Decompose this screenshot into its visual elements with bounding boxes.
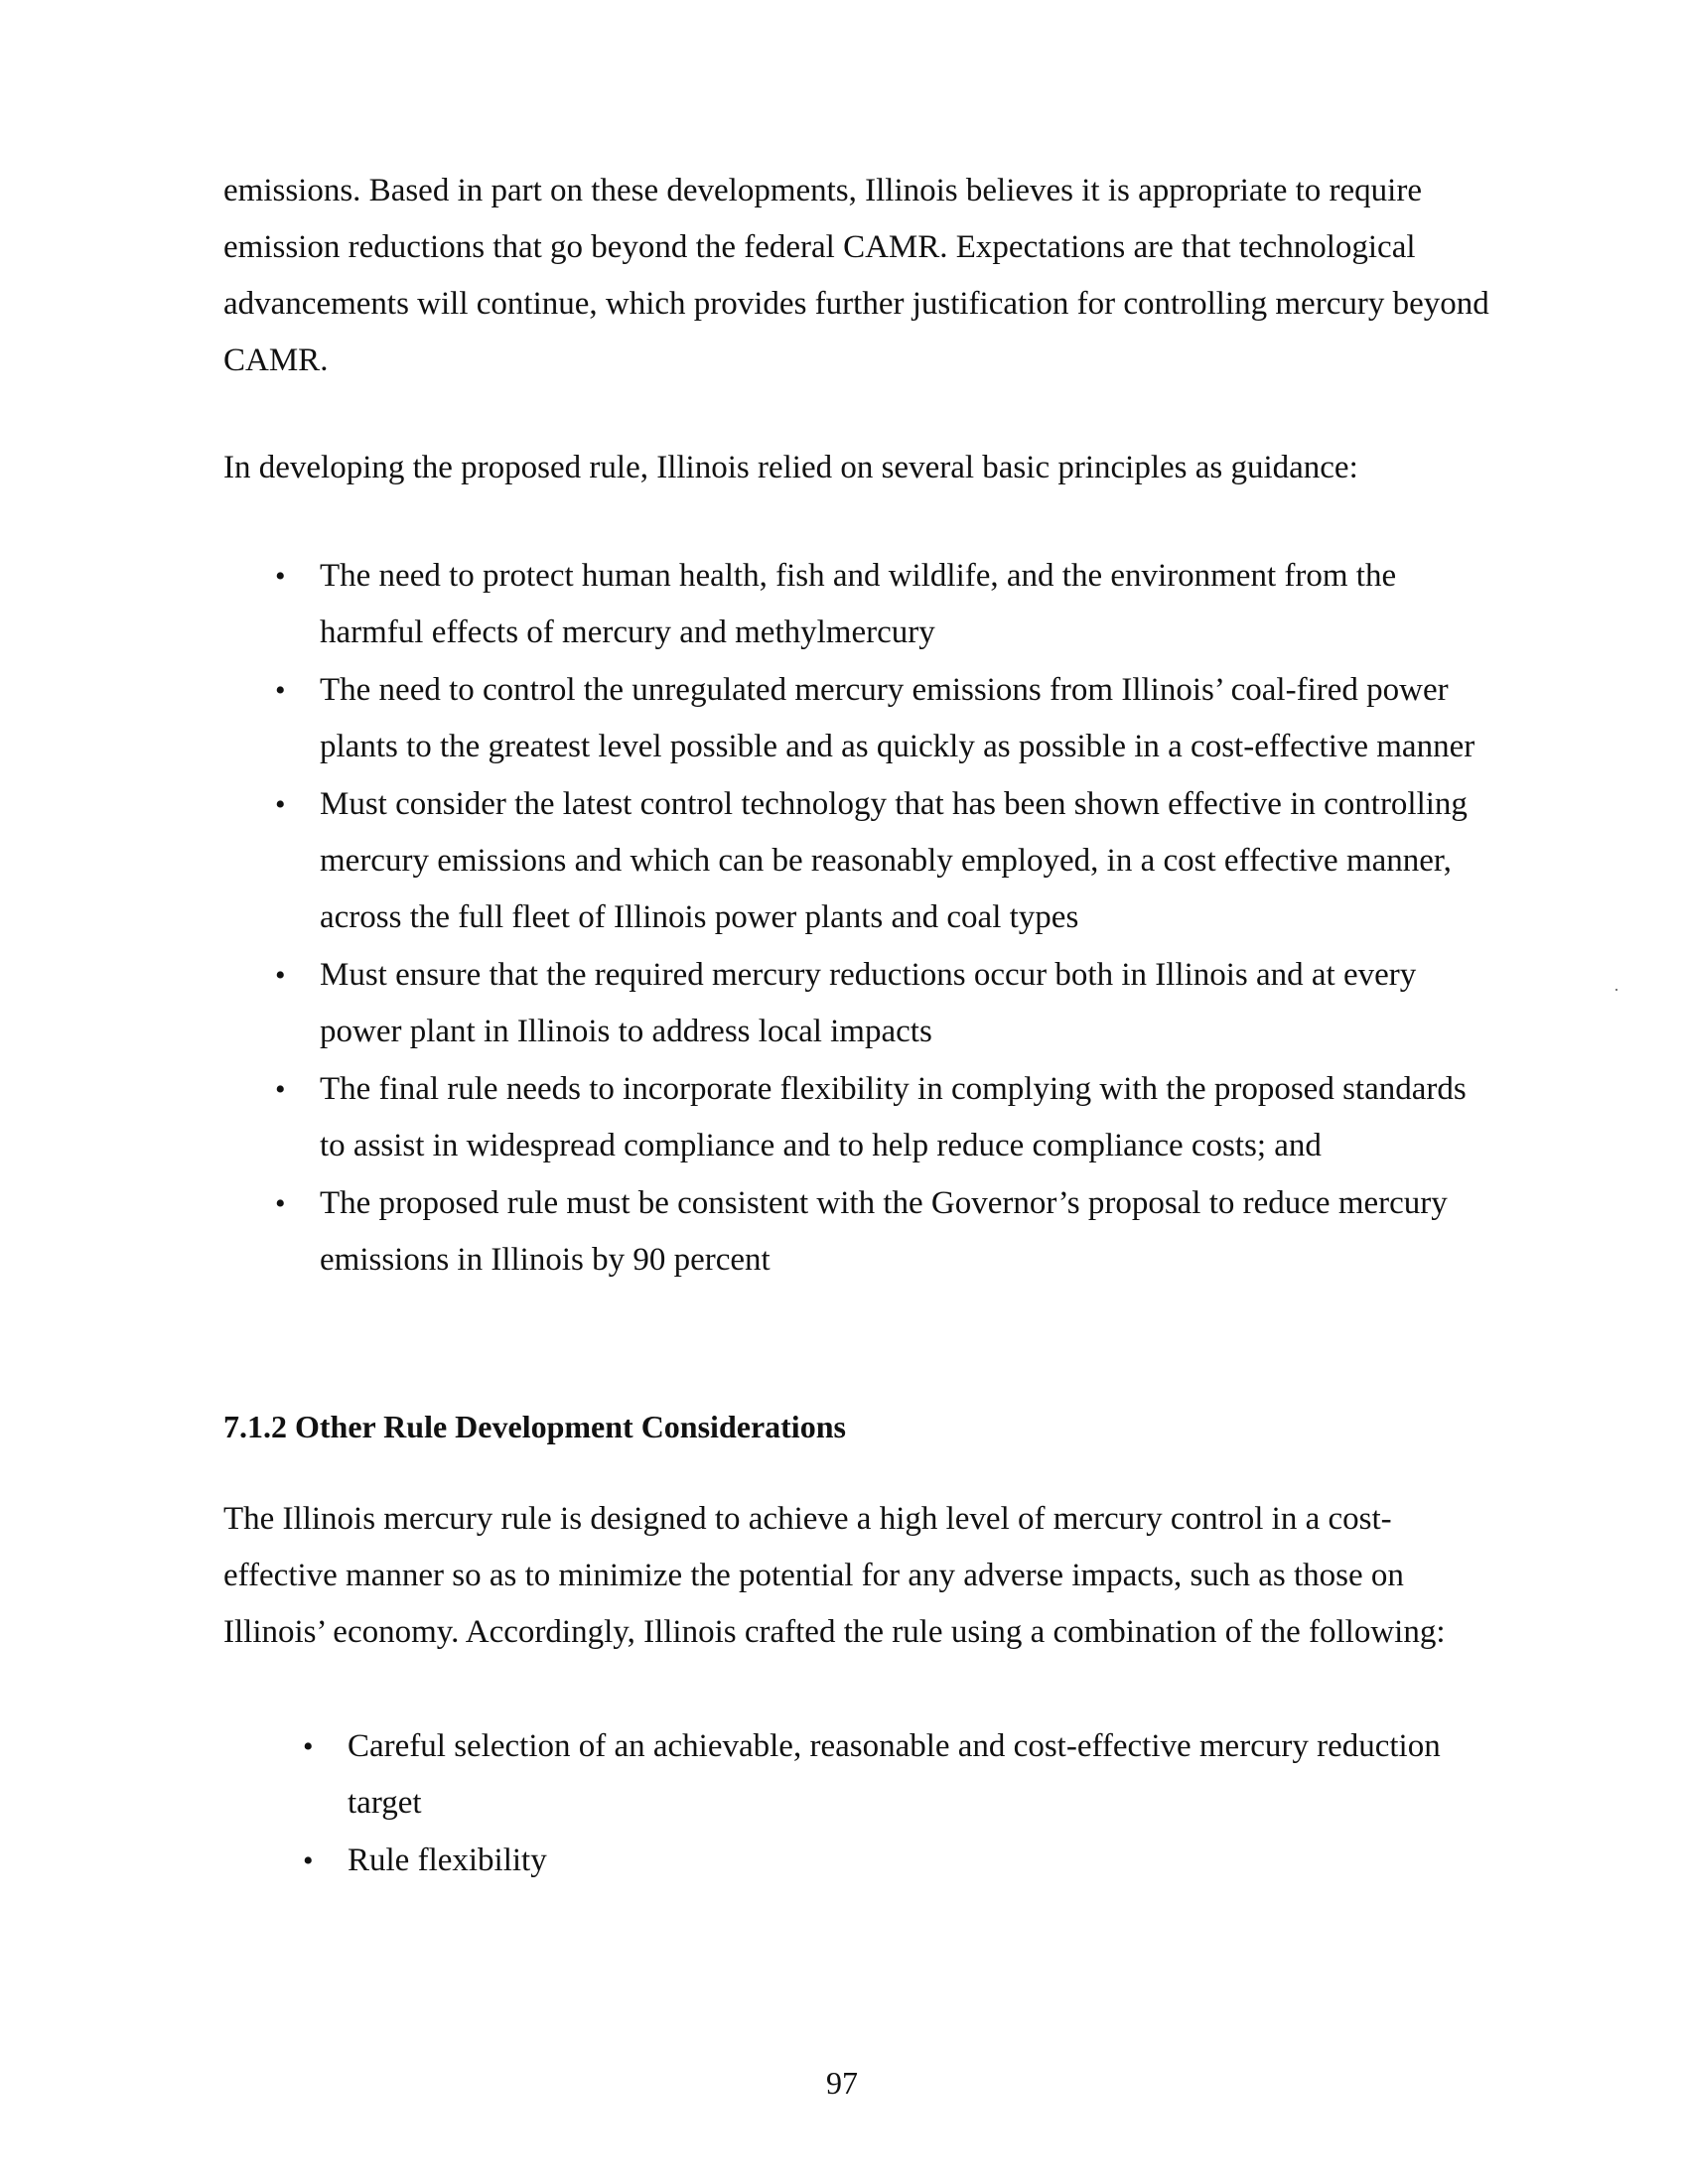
- bullet-icon: •: [275, 959, 286, 992]
- intro-paragraph: emissions. Based in part on these developments, Illinois believes it is appropriate to require emission reductions that go beyond the federal CAMR. Expectations are that technological advancements will continue, which provides further justification for controlling mercury beyond CAMR.: [223, 173, 1489, 378]
- list-item: • The need to control the unregulated mercury emissions from Illinois’ coal-fired power plants to the greatest level possible and as quickly as possible in a cost-effective manner: [320, 662, 1491, 775]
- considerations-list: [303, 1718, 1460, 1890]
- bullet-icon: •: [303, 1844, 314, 1877]
- bullet-icon: •: [275, 1073, 286, 1106]
- list-item: • The final rule needs to incorporate flexibility in complying with the proposed standards to assist in widespread compliance and to help reduce compliance costs; and: [320, 1061, 1491, 1174]
- list-item: • The proposed rule must be consistent with the Governor’s proposal to reduce mercury emissions in Illinois by 90 percent: [320, 1175, 1491, 1289]
- page-number: 97: [826, 2065, 858, 2101]
- list-item: • Rule flexibility: [348, 1833, 1460, 1889]
- list-item: • Must ensure that the required mercury reductions occur both in Illinois and at every power plant in Illinois to address local impacts: [320, 947, 1491, 1060]
- bullet-icon: •: [275, 788, 286, 821]
- principles-list: [275, 548, 1491, 1290]
- list-item: • The need to protect human health, fish and wildlife, and the environment from the harmful effects of mercury and methylmercury: [320, 548, 1491, 661]
- bullet-icon: •: [275, 560, 286, 593]
- list-item: • Must consider the latest control technology that has been shown effective in controlling mercury emissions and which can be reasonably employed, in a cost effective manner, across the full fleet of Illinois power plants and coal types: [320, 776, 1491, 946]
- considerations-intro-paragraph: The Illinois mercury rule is designed to achieve a high level of mercury control in a cost-effective manner so as to minimize the potential for any adverse impacts, such as those on Illinois’ economy. Accordingly, Illinois crafted the rule using a combination of the following:: [223, 1501, 1446, 1650]
- scan-speck: [1615, 989, 1617, 991]
- principles-intro-paragraph: In developing the proposed rule, Illinois relied on several basic principles as guidance:: [223, 450, 1358, 485]
- section-heading: 7.1.2 Other Rule Development Considerations: [223, 1409, 846, 1444]
- list-item: • Careful selection of an achievable, reasonable and cost-effective mercury reduction target: [348, 1718, 1460, 1832]
- bullet-icon: •: [275, 1187, 286, 1220]
- bullet-icon: •: [275, 674, 286, 707]
- bullet-icon: •: [303, 1730, 314, 1763]
